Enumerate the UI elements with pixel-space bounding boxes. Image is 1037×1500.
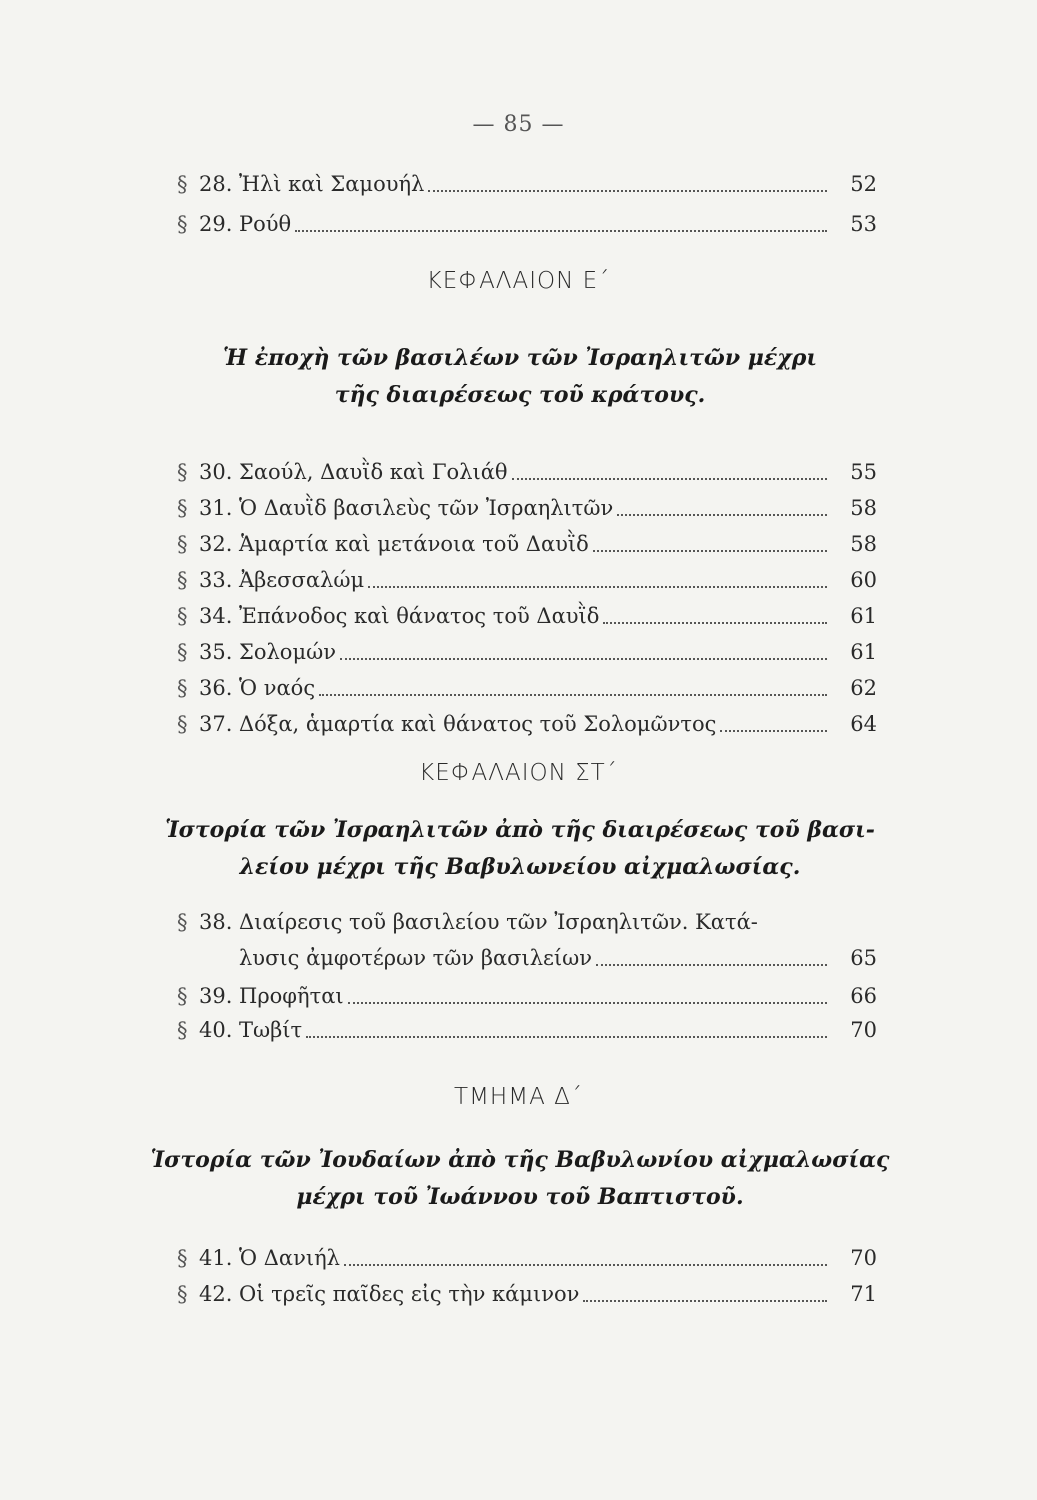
dot-leader (344, 1260, 827, 1266)
entry-page: 52 (850, 172, 877, 196)
section-symbol: § (177, 676, 188, 700)
toc-entry-30 (177, 460, 877, 484)
entry-number: 40. (199, 1018, 233, 1042)
entry-title-block (239, 910, 877, 970)
entry-number: 33. (199, 568, 233, 592)
section-symbol: § (177, 212, 188, 236)
dot-leader (306, 1032, 827, 1038)
entry-page: 61 (850, 640, 877, 664)
entry-title-continued: λυσις ἀμφοτέρων τῶν βασιλείων (239, 946, 593, 970)
entry-number: 41. (199, 1246, 233, 1270)
section-symbol: § (177, 604, 188, 628)
entry-page: 61 (850, 604, 877, 628)
dot-leader (348, 998, 827, 1004)
entry-page: 58 (850, 496, 877, 520)
entry-number: 29. (199, 212, 233, 236)
toc-entry-31 (177, 496, 877, 520)
entry-title: Ἀβεσσαλώμ (239, 568, 365, 592)
toc-entry-33 (177, 568, 877, 592)
entry-number: 38. (199, 910, 233, 934)
part-d-subtitle (150, 1142, 890, 1216)
toc-entry-38 (177, 910, 877, 970)
entry-page: 70 (850, 1246, 877, 1270)
toc-entry-32 (177, 532, 877, 556)
toc-entry-42 (177, 1282, 877, 1306)
section-symbol: § (177, 1018, 188, 1042)
entry-page: 62 (850, 676, 877, 700)
section-symbol: § (177, 1246, 188, 1270)
entry-number: 42. (199, 1282, 233, 1306)
entry-number: 34. (199, 604, 233, 628)
section-symbol: § (177, 640, 188, 664)
toc-entry-37 (177, 712, 877, 736)
toc-entry-35 (177, 640, 877, 664)
subtitle-line: Ἱστορία τῶν Ἰουδαίων ἀπὸ τῆς Βαβυλωνίου αἰχμαλωσίας (150, 1147, 890, 1173)
entry-page: 65 (850, 946, 877, 970)
toc-entry-40 (177, 1018, 877, 1042)
dot-leader (583, 1296, 827, 1302)
toc-entry-34 (177, 604, 877, 628)
dot-leader (596, 960, 827, 966)
dot-leader (512, 474, 827, 480)
dot-leader (617, 510, 827, 516)
page-number: — 85 — (472, 112, 565, 137)
entry-number: 32. (199, 532, 233, 556)
section-symbol: § (177, 910, 188, 934)
entry-page: 71 (850, 1282, 877, 1306)
entry-title: Ὁ Δανιήλ (239, 1246, 340, 1270)
chapter-st-subtitle (150, 812, 890, 886)
entry-title: Ρούθ (239, 212, 292, 236)
subtitle-line: λείου μέχρι τῆς Βαβυλωνείου αἰχμαλωσίας. (239, 854, 801, 880)
entry-page: 64 (850, 712, 877, 736)
entry-page: 60 (850, 568, 877, 592)
entry-title: Ὁ ναός (239, 676, 316, 700)
entry-number: 39. (199, 984, 233, 1008)
dot-leader (340, 654, 827, 660)
entry-title: Τωβίτ (239, 1018, 303, 1042)
entry-title: Ἠλὶ καὶ Σαμουήλ (239, 172, 425, 196)
section-symbol: § (177, 532, 188, 556)
entry-page: 66 (850, 984, 877, 1008)
dot-leader (295, 226, 827, 232)
entry-title: Ἁμαρτία καὶ μετάνοια τοῦ Δαυῒδ (239, 532, 589, 556)
chapter-e-subtitle (150, 340, 890, 414)
entry-title: Προφῆται (239, 984, 344, 1008)
section-symbol: § (177, 1282, 188, 1306)
entry-page: 58 (850, 532, 877, 556)
toc-entry-29 (177, 212, 877, 236)
section-symbol: § (177, 984, 188, 1008)
subtitle-line: Ἡ ἐποχὴ τῶν βασιλέων τῶν Ἰσραηλιτῶν μέχρι (222, 345, 817, 371)
entry-title: Οἱ τρεῖς παῖδες εἰς τὴν κάμινον (239, 1282, 580, 1306)
entry-number: 36. (199, 676, 233, 700)
dot-leader (319, 690, 827, 696)
toc-entry-39 (177, 984, 877, 1008)
section-symbol: § (177, 460, 188, 484)
toc-entry-41 (177, 1246, 877, 1270)
entry-number: 30. (199, 460, 233, 484)
part-d-heading: ΤΜΗΜΑ Δ΄ (454, 1084, 583, 1110)
entry-title: Δόξα, ἁμαρτία καὶ θάνατος τοῦ Σολομῶντος (239, 712, 717, 736)
entry-title: Σαούλ, Δαυῒδ καὶ Γολιάθ (239, 460, 508, 484)
entry-number: 31. (199, 496, 233, 520)
entry-page: 55 (850, 460, 877, 484)
section-symbol: § (177, 712, 188, 736)
subtitle-line: τῆς διαιρέσεως τοῦ κράτους. (334, 382, 706, 408)
toc-entry-28 (177, 172, 877, 196)
subtitle-line: Ἱστορία τῶν Ἰσραηλιτῶν ἀπὸ τῆς διαιρέσεως τοῦ βασι- (165, 817, 875, 843)
entry-page: 70 (850, 1018, 877, 1042)
dot-leader (368, 582, 827, 588)
entry-number: 35. (199, 640, 233, 664)
entry-title: Ἐπάνοδος καὶ θάνατος τοῦ Δαυῒδ (239, 604, 600, 628)
section-symbol: § (177, 568, 188, 592)
entry-page: 53 (850, 212, 877, 236)
section-symbol: § (177, 496, 188, 520)
dot-leader (593, 546, 827, 552)
dot-leader (603, 618, 827, 624)
subtitle-line: μέχρι τοῦ Ἰωάννου τοῦ Βαπτιστοῦ. (296, 1184, 744, 1210)
entry-title: Σολομών (239, 640, 336, 664)
entry-title: Διαίρεσις τοῦ βασιλείου τῶν Ἰσραηλιτῶν. Κατά- (239, 910, 758, 934)
toc-entry-36 (177, 676, 877, 700)
dot-leader (720, 726, 827, 732)
dot-leader (428, 186, 827, 192)
entry-number: 37. (199, 712, 233, 736)
chapter-e-heading: ΚΕΦΑΛΑΙΟΝ Ε΄ (426, 268, 611, 294)
chapter-st-heading: ΚΕΦΑΛΑΙΟΝ ΣΤ΄ (419, 760, 618, 786)
entry-number: 28. (199, 172, 233, 196)
section-symbol: § (177, 172, 188, 196)
entry-title: Ὁ Δαυῒδ βασιλεὺς τῶν Ἰσραηλιτῶν (239, 496, 614, 520)
